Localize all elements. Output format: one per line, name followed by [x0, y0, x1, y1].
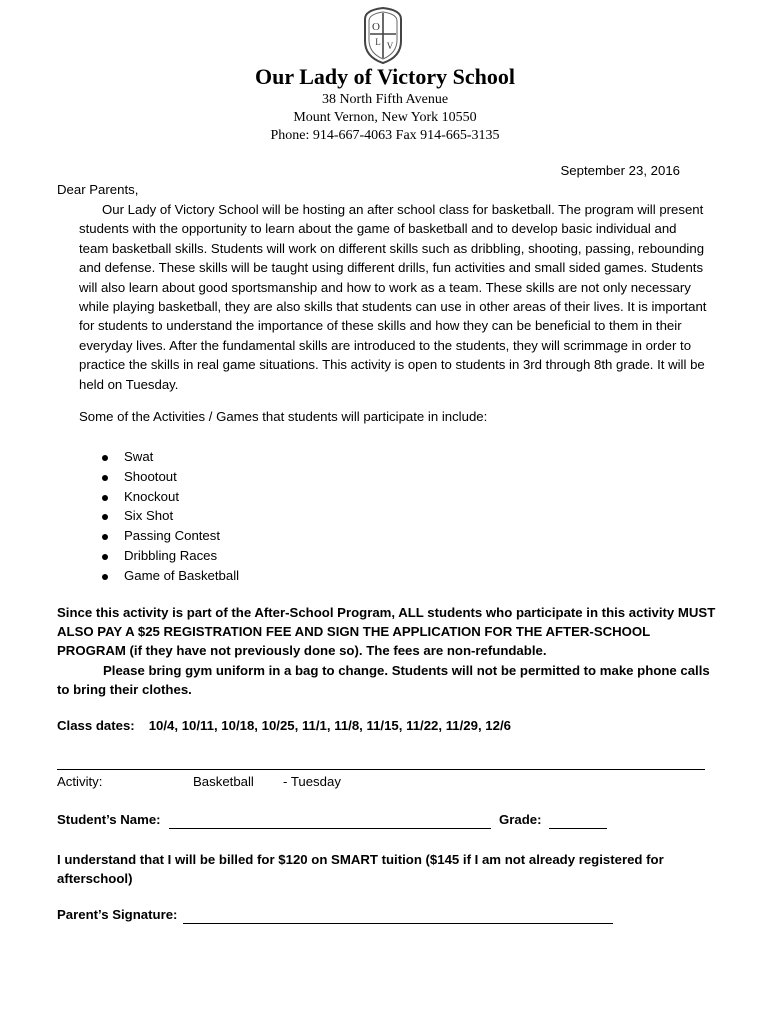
activity-item-label: Knockout [124, 488, 179, 504]
activities-list [100, 447, 239, 586]
student-name-field[interactable] [169, 814, 491, 829]
activity-label: Activity: [57, 774, 103, 789]
registration-fee-notice: Since this activity is part of the After-School Program, ALL students who participate in this activity MUST ALSO PAY A $25 REGISTRATION FEE AND SIGN THE APPLICATION FOR THE AFTER-SCHOOL PROGRAM (if they have not previously done so). The fees are non-refundable. [57, 605, 716, 659]
phone-fax: Phone: 914-667-4063 Fax 914-665-3135 [270, 128, 500, 143]
activity-item-label: Game of Basketball [124, 567, 240, 583]
activity-item-label: Swat [124, 449, 154, 464]
activity-name: Basketball [193, 774, 254, 789]
bullet-icon [102, 455, 108, 461]
school-crest-icon [358, 5, 408, 65]
list-item [100, 467, 239, 487]
activity-item-label: Six Shot [124, 508, 174, 524]
bullet-icon [102, 514, 108, 520]
parent-signature-label: Parent’s Signature: [57, 907, 178, 922]
letter-date: September 23, 2016 [560, 163, 680, 178]
crest-letter-l: L [375, 37, 381, 47]
address-city: Mount Vernon, New York 10550 [293, 110, 477, 125]
list-item [100, 526, 239, 546]
parent-signature-row [57, 907, 657, 929]
activity-row [57, 774, 707, 794]
bullet-icon [102, 475, 108, 481]
list-item [100, 566, 239, 586]
list-item [100, 487, 239, 507]
grade-label: Grade: [499, 812, 542, 827]
bullet-icon [102, 534, 108, 540]
crest-letter-o: O [372, 21, 380, 33]
activity-item-label: Passing Contest [124, 528, 221, 544]
list-item [100, 546, 239, 566]
bullet-icon [102, 554, 108, 560]
registration-notice [57, 603, 717, 699]
student-name-label: Student’s Name: [57, 812, 161, 827]
gym-uniform-notice: Please bring gym uniform in a bag to change. Students will not be permitted to make phone calls to bring their clothes. [57, 662, 710, 697]
school-name: Our Lady of Victory School [255, 64, 515, 89]
tear-off-divider [57, 769, 705, 770]
class-dates [57, 718, 511, 733]
bullet-icon [102, 495, 108, 501]
class-dates-label: Class dates: [57, 718, 135, 733]
class-dates-value: 10/4, 10/11, 10/18, 10/25, 11/1, 11/8, 11/15, 11/22, 11/29, 12/6 [148, 718, 511, 733]
crest-letter-v: V [386, 41, 394, 51]
bullet-icon [102, 574, 108, 580]
parent-signature-field[interactable] [183, 909, 613, 924]
salutation: Dear Parents, [57, 182, 139, 197]
activity-item-label: Dribbling Races [124, 547, 218, 563]
activity-item-label: Shootout [124, 468, 177, 484]
grade-field[interactable] [549, 814, 607, 829]
activities-intro: Some of the Activities / Games that students will participate in include: [79, 409, 488, 424]
address-street: 38 North Fifth Avenue [321, 92, 449, 107]
list-item [100, 506, 239, 526]
activity-day: - Tuesday [283, 774, 341, 789]
list-item [100, 447, 239, 467]
billing-statement: I understand that I will be billed for $120 on SMART tuition ($145 if I am not already registered for afterschool) [57, 852, 664, 887]
student-name-row [57, 812, 657, 834]
program-description: Our Lady of Victory School will be hosting an after school class for basketball. The program will present students with the opportunity to learn about the game of basketball and to develop basic individual and team basketball skills. Students will work on different skills such as dribbling, shooting, passing, rebounding and defense. These skills will be taught using different drills, fun activities and small sided games. Students will also learn about good sportsmanship and how to work as a team. These skills are not only necessary while playing basketball, they are also skills that students can use in other areas of their lives. It is important for students to understand the importance of these skills and how they can be beneficial to them in their everyday lives. After the fundamental skills are introduced to the students, they will scrimmage in order to practice the skills in real game situations. This activity is open to students in 3rd through 8th grade. It will be held on Tuesday. [79, 202, 707, 392]
